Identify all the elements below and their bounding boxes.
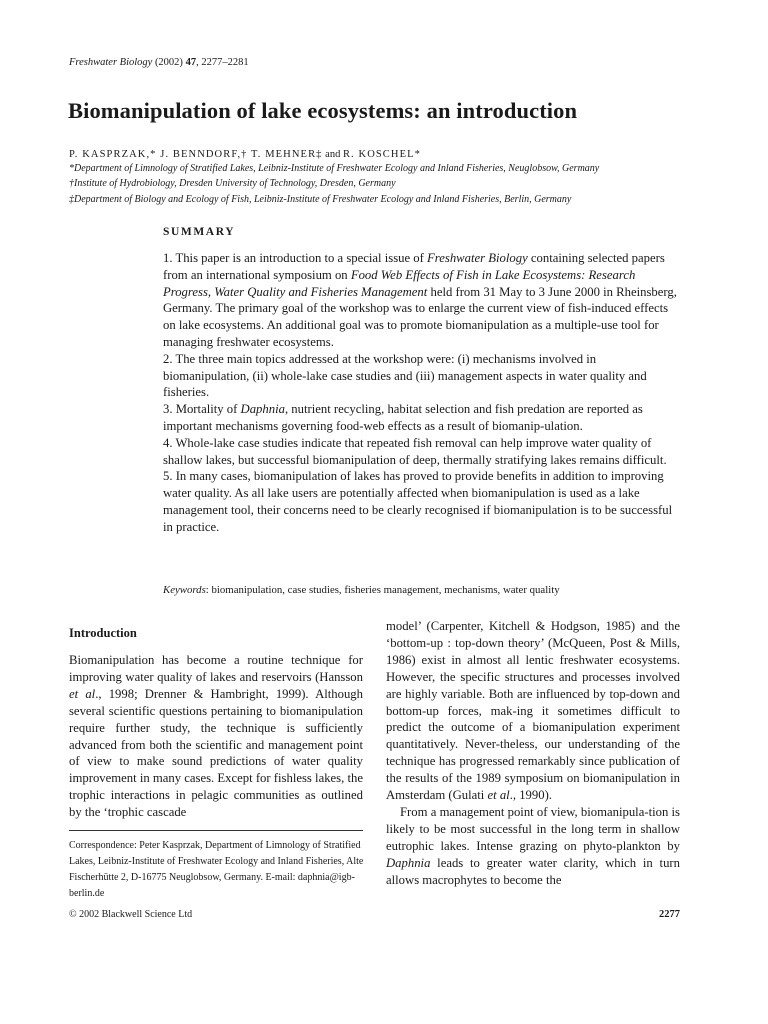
summary-point-3 [163,401,681,435]
summary-point-1 [163,250,681,351]
summary-text: held from 31 May to 3 June 2000 in Rheinsberg, Germany. The primary goal of the workshop was to enlarge the current view of fish-induced effects on lake ecosystems. An additional goal was to promote biomanipulation as a multiple-use tool for managing freshwater ecosystems. [163,284,677,349]
summary-text: 1. This paper is an introduction to a special issue of [163,251,428,265]
correspondence-note: Correspondence: Peter Kasprzak, Department of Limnology of Stratified Lakes, Leibniz-Institute of Freshwater Ecology and Inland Fisheries, Alte Fischerhütte 2, D-16775 Neuglobsow, Germany. E-mail: daphnia@igb-berlin.de [69,840,364,899]
summary-heading: SUMMARY [163,226,236,238]
body-text: ., 1998; Drenner & Hambright, 1999). Although several scientific questions pertaining to biomanipulation require further study, the technique is sufficiently advanced from both the scientific and management point of view to make sound predictions of water quality improvement in many cases. Except for fishless lakes, the trophic interactions in pelagic communities as outlined by the ‘trophic cascade [69,686,363,820]
author-and: and [322,149,343,160]
summary-point-5: 5. In many cases, biomanipulation of lakes has proved to provide benefits in addition to improving water quality. As all lake users are potentially affected when biomanipulation is used as a lake management tool, their concerns need to be clearly recognised if biomanipulation is to be successful in practice. [163,469,673,534]
journal-year: (2002) [154,57,183,68]
intro-paragraph-1 [69,652,363,821]
intro-paragraph-2 [386,804,680,889]
left-column [69,626,363,821]
right-column [386,618,680,889]
body-text: ., 1990). [509,788,552,803]
summary-text: containing selected papers from an international symposium on [163,251,665,282]
body-text: From a management point of view, biomanipula-tion is likely to be most successful in the long term in shallow eutrophic lakes. Intense grazing on phyto-plankton by [386,804,680,853]
summary-point-2: 2. The three main topics addressed at the workshop were: (i) mechanisms involved in biomanipulation, (ii) whole-lake case studies and (iii) management aspects in water quality and fisheries. [163,351,647,400]
page-number: 2277 [659,909,680,920]
body-text: model’ (Carpenter, Kitchell & Hodgson, 1985) and the ‘bottom-up : top-down theory’ (McQueen, Post & Mills, 1986) exist in almost all lentic freshwater ecosystems. However, the specific structures and processes involved are highly variable. Both are influenced by top-down and bottom-up forces, mak-ing it sometimes difficult to predict the outcome of a biomanipulation experiment quantitatively. Never-theless, our understanding of the technique has progressed remarkably since publication of the results of the 1989 symposium on biomanipulation in Amsterdam (Gulati [386,619,680,803]
journal-reference [69,57,249,68]
journal-name: Freshwater Biology [69,57,153,68]
author-list [69,149,421,160]
journal-title-italic: Freshwater Biology [427,251,528,265]
keywords-line [163,584,560,596]
citation-italic: et al [487,788,510,803]
body-text: Biomanipulation has become a routine technique for improving water quality of lakes and reservoirs (Hansson [69,653,363,684]
affiliation-3: ‡Department of Biology and Ecology of Fish, Leibniz-Institute of Freshwater Ecology and Inland Fisheries, Berlin, Germany [69,194,572,205]
summary-block [163,250,681,536]
footnote-divider [69,830,363,831]
journal-volume: 47 [185,57,197,68]
species-name-italic: Daphnia [386,855,431,870]
affiliation-2: †Institute of Hydrobiology, Dresden University of Technology, Dresden, Germany [69,178,396,189]
summary-point-4: 4. Whole-lake case studies indicate that repeated fish removal can help improve water quality of shallow lakes, but successful biomanipulation of deep, thermally stratifying lakes remains difficult. [163,435,667,467]
intro-paragraph-1-continued [386,618,680,804]
affiliation-1: *Department of Limnology of Stratified Lakes, Leibniz-Institute of Freshwater Ecology and Inland Fisheries, Neuglobsow, Germany [69,163,600,174]
section-heading-introduction: Introduction [69,626,137,640]
keywords-label: Keywords [163,584,206,596]
species-name-italic: Daphnia [240,402,285,417]
citation-italic: et al [69,686,96,701]
body-text: leads to greater water clarity, which in turn allows macrophytes to become the [386,855,680,887]
copyright-notice: © 2002 Blackwell Science Ltd [69,909,193,920]
summary-text: 3. Mortality of [163,402,241,417]
author-last: R. KOSCHEL* [342,149,421,160]
keywords-text: : biomanipulation, case studies, fisheries management, mechanisms, water quality [205,584,560,596]
summary-text: , nutrient recycling, habitat selection and fish predation are reported as important mechanisms governing food-web effects as a result of biomanip-ulation. [163,402,643,433]
paper-title: Biomanipulation of lake ecosystems: an introduction [68,98,578,123]
symposium-title-italic: Food Web Effects of Fish in Lake Ecosystems: Research Progress, Water Quality and Fisheries Management [163,267,636,299]
author-names: P. KASPRZAK,* J. BENNDORF,† T. MEHNER‡ [69,149,323,160]
journal-pages: , 2277–2281 [196,57,249,68]
